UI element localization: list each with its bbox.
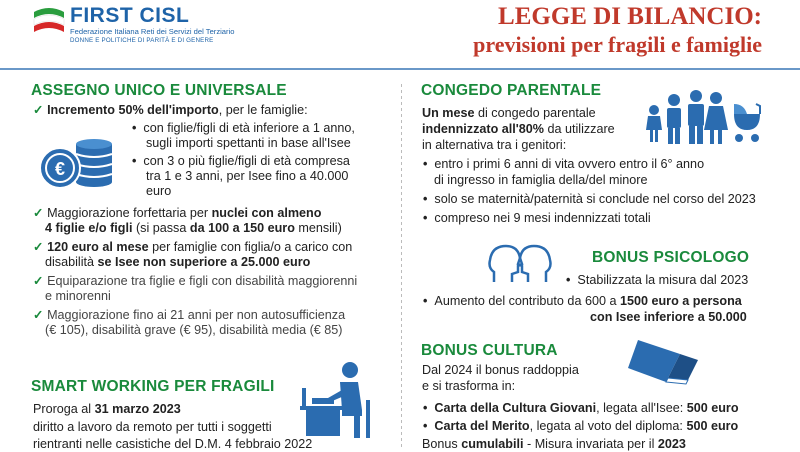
congedo-line-3: in alternativa tra i genitori: — [422, 138, 567, 152]
page-title: LEGGE DI BILANCIO: — [498, 3, 762, 30]
two-heads-icon — [486, 242, 554, 288]
psicologo-bullet-2-cont: con Isee inferiore a 50.000 — [590, 310, 747, 324]
bullet-icon: • — [566, 273, 571, 287]
svg-text:€: € — [54, 159, 66, 179]
assegno-item-5: ✓ Maggiorazione fino ai 21 anni per non autosufficienza — [33, 308, 346, 322]
assegno-sub-1: • con figlie/figli di età inferiore a 1 anno, — [132, 121, 355, 135]
bullet-icon: • — [132, 154, 137, 168]
logo — [32, 4, 302, 48]
check-icon: ✓ — [33, 103, 44, 117]
bullet-icon: • — [423, 192, 428, 206]
assegno-item-3: ✓ 120 euro al mese per famiglie con figlia/o a carico con — [33, 240, 353, 254]
smart-line-3: rientranti nelle casistiche del D.M. 4 febbraio 2022 — [33, 437, 313, 451]
column-divider — [401, 84, 402, 450]
cultura-bullet-2: • Carta del Merito, legata al voto del diploma: 500 euro — [423, 419, 739, 433]
assegno-item-3-cont: disabilità se Isee non superiore a 25.000 euro — [45, 255, 311, 269]
assegno-item-2-cont: 4 figlie e/o figli (si passa da 100 a 150 euro mensili) — [45, 221, 342, 235]
book-icon — [626, 336, 702, 386]
congedo-bullet-1-cont: di ingresso in famiglia della/del minore — [434, 173, 648, 187]
smart-title: SMART WORKING PER FRAGILI — [31, 378, 275, 395]
smart-line-1: Proroga al 31 marzo 2023 — [33, 402, 181, 416]
psicologo-bullet-1: • Stabilizzata la misura dal 2023 — [566, 273, 749, 287]
congedo-line-1: Un mese di congedo parentale — [422, 106, 596, 120]
smart-line-2: diritto a lavoro da remoto per tutti i soggetti — [33, 420, 272, 434]
check-icon: ✓ — [33, 240, 44, 254]
psicologo-title: BONUS PSICOLOGO — [592, 249, 750, 266]
worker-at-desk-icon — [296, 360, 376, 440]
check-icon: ✓ — [33, 274, 44, 288]
bullet-icon: • — [423, 211, 428, 225]
page-subtitle: previsioni per fragili e famiglie — [473, 32, 762, 57]
bullet-icon: • — [132, 121, 137, 135]
congedo-bullet-2: • solo se maternità/paternità si conclude nel corso del 2023 — [423, 192, 756, 206]
congedo-title: CONGEDO PARENTALE — [421, 82, 602, 99]
assegno-sub-2-cont2: euro — [146, 184, 172, 198]
logo-name: FIRST CISL — [70, 4, 190, 27]
header-divider — [0, 68, 800, 70]
assegno-item-5-cont: (€ 105), disabilità grave (€ 95), disabilità media (€ 85) — [45, 323, 343, 337]
assegno-item-1: ✓ Incremento 50% dell'importo, per le famiglie: — [33, 103, 308, 117]
check-icon: ✓ — [33, 308, 44, 322]
cultura-title: BONUS CULTURA — [421, 342, 558, 359]
check-icon: ✓ — [33, 206, 44, 220]
bullet-icon: • — [423, 294, 428, 308]
psicologo-bullet-2: • Aumento del contributo da 600 a 1500 euro a persona — [423, 294, 742, 308]
assegno-item-4: ✓ Equiparazione tra figlie e figli con disabilità maggiorenni — [33, 274, 358, 288]
bullet-icon: • — [423, 419, 428, 433]
logo-tagline: DONNE E POLITICHE DI PARITÀ E DI GENERE — [70, 37, 214, 44]
congedo-bullet-1: • entro i primi 6 anni di vita ovvero entro il 6° anno — [423, 157, 705, 171]
page-header — [0, 0, 800, 68]
assegno-item-2: ✓ Maggiorazione forfettaria per nuclei con almeno — [33, 206, 322, 220]
assegno-item-4-cont: e minorenni — [45, 289, 111, 303]
logo-subtitle: Federazione Italiana Reti dei Servizi del Terziario — [70, 27, 235, 36]
assegno-title: ASSEGNO UNICO E UNIVERSALE — [31, 82, 287, 99]
bullet-icon: • — [423, 401, 428, 415]
assegno-sub-2-cont: tra 1 e 3 anni, per Isee fino a 40.000 — [146, 169, 349, 183]
cultura-bullet-1: • Carta della Cultura Giovani, legata all'Isee: 500 euro — [423, 401, 739, 415]
family-stroller-icon — [644, 88, 762, 144]
assegno-sub-2: • con 3 o più figlie/figli di età compresa — [132, 154, 350, 168]
cultura-line-5: Bonus cumulabili - Misura invariata per il 2023 — [422, 437, 686, 451]
assegno-sub-1-cont: sugli importi spettanti in base all'Isee — [146, 136, 351, 150]
coins-euro-icon — [36, 136, 116, 192]
congedo-bullet-3: • compreso nei 9 mesi indennizzati totali — [423, 211, 651, 225]
congedo-line-2: indennizzato all'80% da utilizzare — [422, 122, 615, 136]
bullet-icon: • — [423, 157, 428, 171]
cultura-line-2: e si trasforma in: — [422, 379, 516, 393]
cultura-line-1: Dal 2024 il bonus raddoppia — [422, 363, 579, 377]
logo-flag-icon — [32, 6, 66, 36]
